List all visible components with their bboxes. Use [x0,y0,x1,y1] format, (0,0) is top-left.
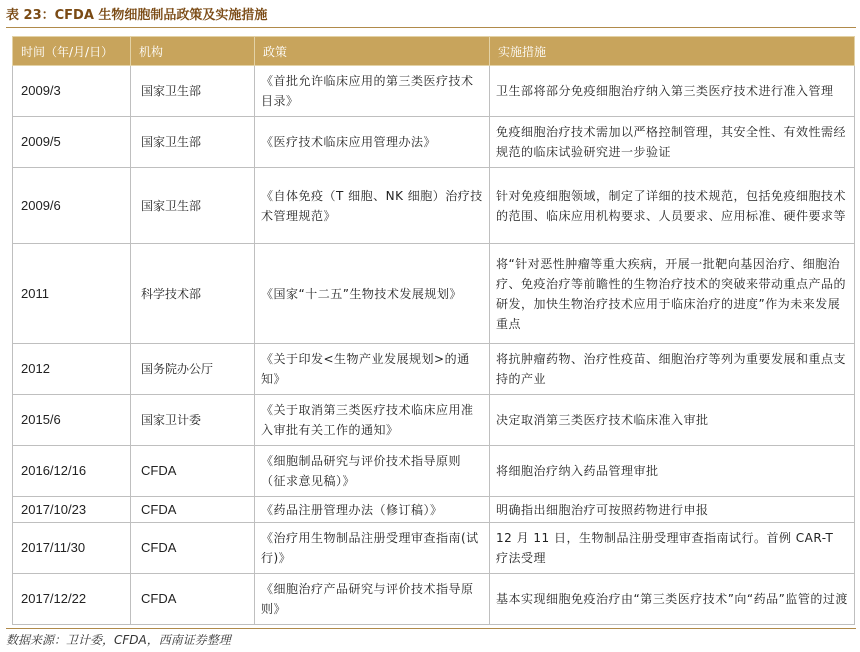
cell-measure: 将细胞治疗纳入药品管理审批 [490,446,855,497]
cell-date: 2017/12/22 [13,574,131,625]
data-source-note: 数据来源：卫计委，CFDA，西南证券整理 [6,628,856,650]
cell-measure: 针对免疫细胞领域，制定了详细的技术规范，包括免疫细胞技术的范围、临床应用机构要求、人员要求、应用标准、硬件要求等 [490,168,855,244]
table-row [13,344,855,395]
table-header [13,37,855,66]
cell-policy: 《关于印发<生物产业发展规划>的通知》 [255,344,490,395]
cell-measure: 卫生部将部分免疫细胞治疗纳入第三类医疗技术进行准入管理 [490,66,855,117]
header-policy: 政策 [255,37,490,66]
cell-measure: 将抗肿瘤药物、治疗性疫苗、细胞治疗等列为重要发展和重点支持的产业 [490,344,855,395]
cell-policy: 《药品注册管理办法（修订稿）》 [255,497,490,523]
table-row [13,446,855,497]
cell-policy: 《细胞制品研究与评价技术指导原则（征求意见稿）》 [255,446,490,497]
table-body [13,66,855,625]
cell-policy: 《国家“十二五”生物技术发展规划》 [255,244,490,344]
header-org: 机构 [131,37,255,66]
cell-date: 2009/5 [13,117,131,168]
table-title: 表 23：CFDA 生物细胞制品政策及实施措施 [6,6,856,28]
table-row [13,66,855,117]
cell-org: CFDA [131,523,255,574]
cell-policy: 《细胞治疗产品研究与评价技术指导原则》 [255,574,490,625]
cell-measure: 决定取消第三类医疗技术临床准入审批 [490,395,855,446]
header-row [13,37,855,66]
cell-measure: 将“针对恶性肿瘤等重大疾病，开展一批靶向基因治疗、细胞治疗、免疫治疗等前瞻性的生物治疗技术的突破来带动重点产品的研发，加快生物治疗技术应用于临床治疗的进度”作为未来发展重点 [490,244,855,344]
table-row [13,117,855,168]
cell-policy: 《治疗用生物制品注册受理审查指南(试行)》 [255,523,490,574]
cell-org: CFDA [131,574,255,625]
cell-org: 科学技术部 [131,244,255,344]
table-row [13,523,855,574]
table-row [13,244,855,344]
header-measure: 实施措施 [490,37,855,66]
cell-measure: 明确指出细胞治疗可按照药物进行申报 [490,497,855,523]
cell-measure: 基本实现细胞免疫治疗由“第三类医疗技术”向“药品”监管的过渡 [490,574,855,625]
cell-date: 2009/3 [13,66,131,117]
header-date: 时间（年/月/日） [13,37,131,66]
cell-policy: 《自体免疫（T 细胞、NK 细胞）治疗技术管理规范》 [255,168,490,244]
cell-date: 2015/6 [13,395,131,446]
cell-date: 2017/11/30 [13,523,131,574]
cell-date: 2009/6 [13,168,131,244]
cell-org: CFDA [131,497,255,523]
cell-org: CFDA [131,446,255,497]
cell-policy: 《医疗技术临床应用管理办法》 [255,117,490,168]
cell-org: 国家卫生部 [131,66,255,117]
cell-measure: 免疫细胞治疗技术需加以严格控制管理，其安全性、有效性需经规范的临床试验研究进一步验证 [490,117,855,168]
cell-date: 2017/10/23 [13,497,131,523]
cell-date: 2016/12/16 [13,446,131,497]
cell-date: 2011 [13,244,131,344]
cell-date: 2012 [13,344,131,395]
cell-org: 国家卫计委 [131,395,255,446]
cell-org: 国务院办公厅 [131,344,255,395]
table-row [13,168,855,244]
cell-org: 国家卫生部 [131,117,255,168]
cell-policy: 《首批允许临床应用的第三类医疗技术目录》 [255,66,490,117]
policy-table [12,36,855,625]
table-row [13,395,855,446]
cell-measure: 12 月 11 日，生物制品注册受理审查指南试行。首例 CAR-T 疗法受理 [490,523,855,574]
cell-org: 国家卫生部 [131,168,255,244]
table-row [13,497,855,523]
table-row [13,574,855,625]
cell-policy: 《关于取消第三类医疗技术临床应用准入审批有关工作的通知》 [255,395,490,446]
